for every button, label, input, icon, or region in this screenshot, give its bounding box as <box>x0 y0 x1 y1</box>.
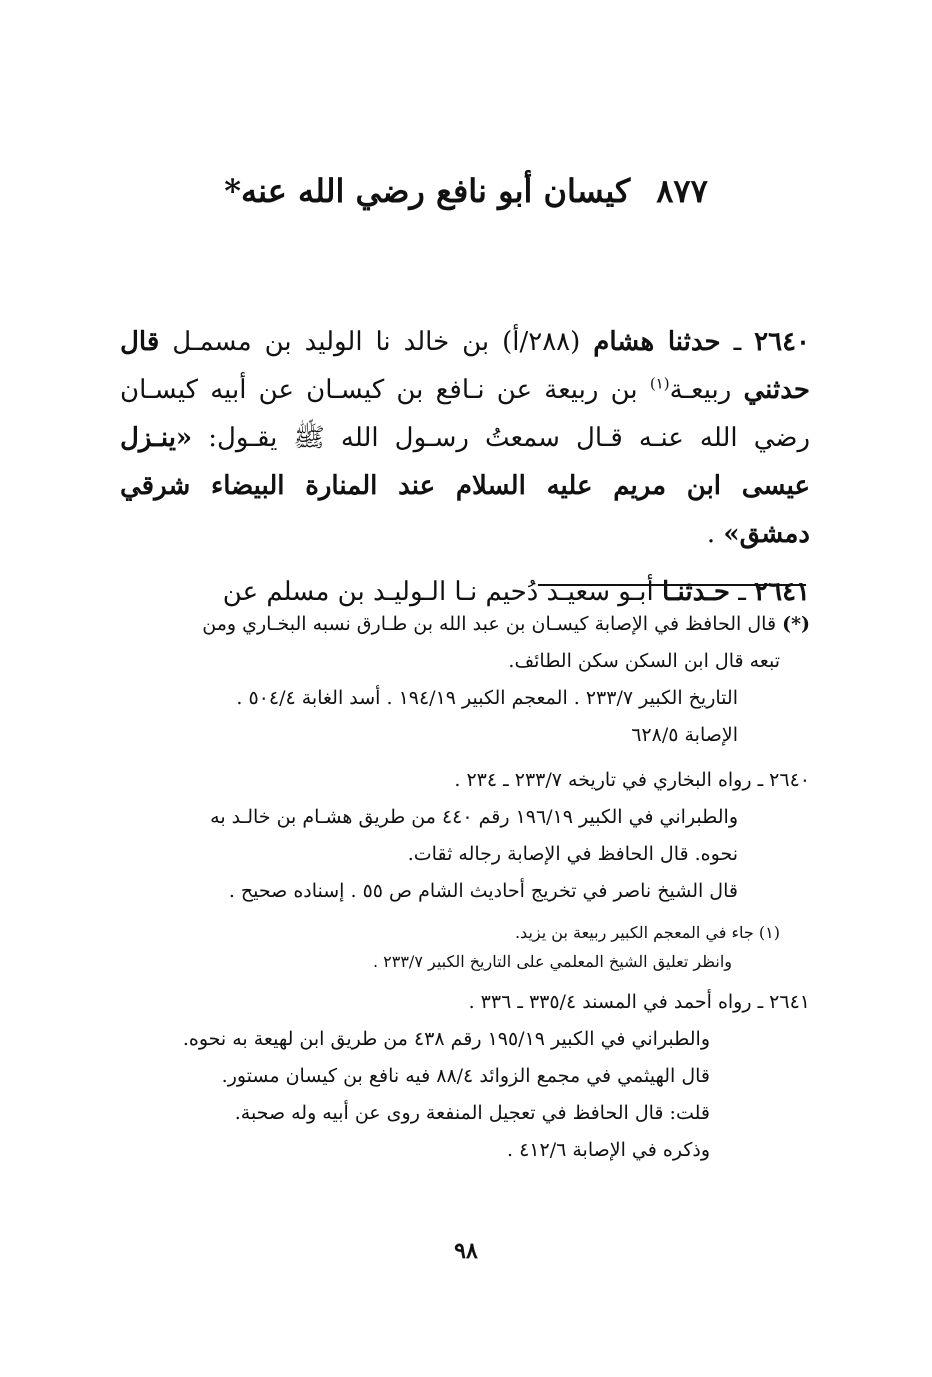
chapter-number: ٨٧٧ <box>656 172 708 210</box>
narrator-rabia: ربيعـة <box>669 375 744 405</box>
footnote-marker-1[interactable]: (١) <box>649 374 670 393</box>
chapter-name: كيسان أبو نافع رضي الله عنه* <box>224 172 631 210</box>
haddathani-word: قال حدثني <box>120 327 810 405</box>
dash: ـ <box>729 577 755 607</box>
note-2640-line-2: والطبراني في الكبير ١٩٦/١٩ رقم ٤٤٠ من طريق هشـام بن خالـد به <box>210 806 738 828</box>
hadith-2641-chain: أبـو سعيـد دُحيم نـا الـوليـد بن مسلم عن <box>222 577 663 607</box>
note-2640-number: ٢٦٤٠ <box>769 769 810 791</box>
note-2641-line-5: وذكره في الإصابة ٤١٢/٦ . <box>507 1139 710 1161</box>
footnotes <box>120 606 810 1169</box>
main-text <box>120 318 810 616</box>
note-2641-line-2: والطبراني في الكبير ١٩٥/١٩ رقم ٤٣٨ من طريق ابن لهيعة به نحوه. <box>182 1028 710 1050</box>
note-star-line-2: تبعه قال ابن السكن سكن الطائف. <box>508 650 780 672</box>
haddathana-word: حدثنا هشام <box>593 327 721 357</box>
hadith-2640 <box>120 318 810 558</box>
hadith-2640-chain-1: بن خالد نا الوليد بن مسمـل <box>172 327 490 357</box>
note-star-ref-2: الإصابة ٦٢٨/٥ <box>631 724 738 746</box>
hadith-2640-end: . <box>706 519 724 549</box>
page-number: ٩٨ <box>454 1238 478 1264</box>
note-2641-line-4: قلت: قال الحافظ في تعجيل المنفعة روى عن أبيه وله صحبة. <box>234 1102 710 1124</box>
note-star-line-1: (*) قال الحافظ في الإصابة كيسـان بن عبد الله بن طـارق نسبه البخـاري ومن <box>202 613 810 635</box>
note-2640-line-3: نحوه. قال الحافظ في الإصابة رجاله ثقات. <box>407 843 738 865</box>
dash: ـ <box>720 327 755 357</box>
footnote-divider <box>538 584 806 586</box>
chapter-heading <box>200 172 732 210</box>
note-star-ref-1: التاريخ الكبير ٢٣٣/٧ . المعجم الكبير ١٩٤/١٩ . أسد الغابة ٥٠٤/٤ . <box>236 687 738 709</box>
note-2640-line-1: ٢٦٤٠ ـ رواه البخاري في تاريخه ٢٣٣/٧ ـ ٢٣٤ . <box>454 769 810 791</box>
note-2640-line-4: قال الشيخ ناصر في تخريج أحاديث الشام ص ٥٥ . إسناده صحيح . <box>228 880 738 902</box>
note-star-marker: (*) <box>782 613 810 635</box>
hadith-2640-chain-2: بن ربيعة عن نـافع بن كيسـان عن أبيه كيسـان رضي الله عنـه قـال سمعتُ رسـول الله ﷺ يقـول: <box>120 375 810 453</box>
note-2641-number: ٢٦٤١ <box>769 991 810 1013</box>
hadith-2641-number: ٢٦٤١ <box>754 577 810 607</box>
footnote-1-line-1: (١) جاء في المعجم الكبير ربيعة بن يزيد. <box>514 923 780 942</box>
hadith-2640-number: ٢٦٤٠ <box>754 327 810 357</box>
note-2641-line-3: قال الهيثمي في مجمع الزوائد ٨٨/٤ فيه نافع بن كيسان مستور. <box>221 1065 710 1087</box>
manuscript-ref: (٢٨٨/أ) <box>489 327 594 357</box>
footnote-1-line-2: وانظر تعليق الشيخ المعلمي على التاريخ الكبير ٢٣٣/٧ . <box>372 952 732 971</box>
note-2641-line-1: ٢٦٤١ ـ رواه أحمد في المسند ٣٣٥/٤ ـ ٣٣٦ . <box>468 991 810 1013</box>
hadith-2640-matn: «ينـزل عيسى ابن مريم عليه السلام عند المنارة البيضاء شرقي دمشق» <box>120 423 810 549</box>
haddathana-word: حـدثنـا <box>662 577 730 607</box>
